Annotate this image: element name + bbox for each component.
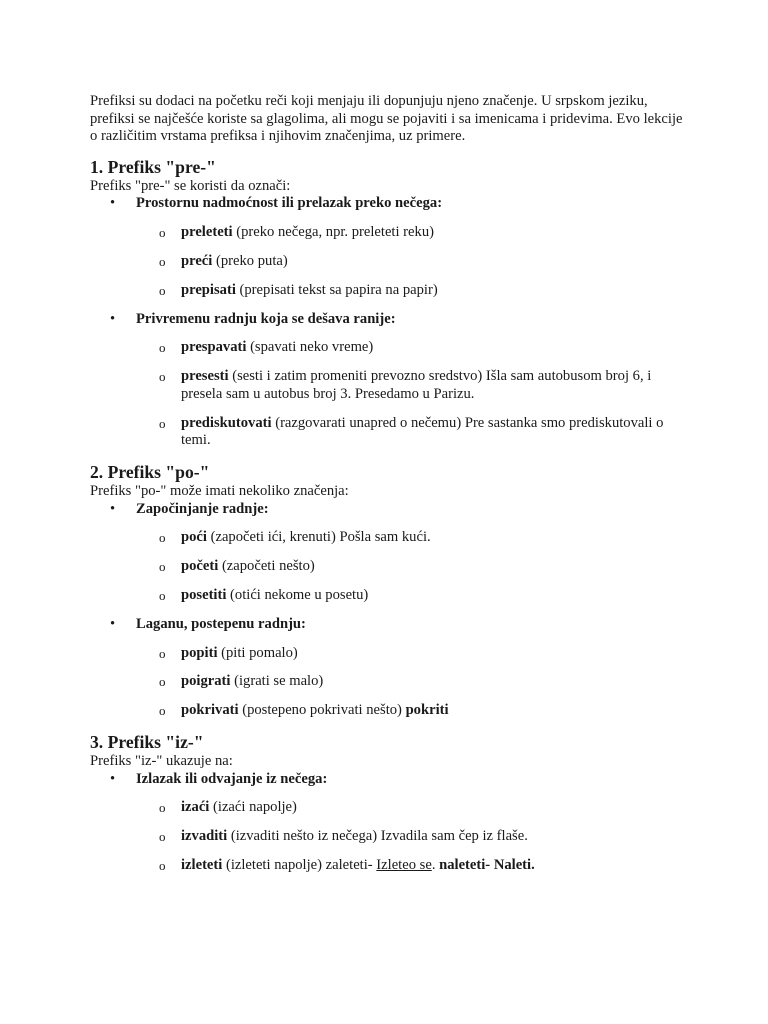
sub-list-item [136,368,690,403]
description: (spavati neko vreme) [246,339,374,356]
term: izleteti [181,857,223,874]
description: (sesti i zatim promeniti prevozno sredstvo) Išla sam autobusom broj 6, i presela sam u autobus broj 3. Presedamo u Parizu. [181,368,652,402]
group-label: Laganu, postepenu radnju: [136,615,306,632]
underlined-text: Izleteo se [376,857,432,874]
term: poigrati [181,673,231,690]
term: preći [181,252,213,269]
description: (započeti ići, krenuti) Pošla sam kući. [206,529,431,546]
term: prediskutovati [181,414,272,431]
circle-bullet-icon: o [159,703,166,719]
description: (postepeno pokrivati nešto) [238,702,406,719]
term: poći [181,529,207,546]
section-title: 3. Prefiks "iz-" [90,732,204,753]
term: izaći [181,799,210,816]
bullet-list [90,771,690,875]
circle-bullet-icon: o [159,224,166,240]
punctuation: . [431,857,440,874]
description: (preko puta) [212,252,288,269]
circle-bullet-icon: o [159,282,166,298]
sub-list-item [136,282,690,300]
description: (piti pomalo) [217,644,298,661]
sub-list-item [136,253,690,271]
intro-paragraph: Prefiksi su dodaci na početku reči koji menjaju ili dopunjuju njeno značenje. U srpskom jeziku, prefiksi se najčešće koriste sa glagolima, ali mogu se pojaviti i sa imenicama i pridevima. Evo lekcije o različitim vrstama prefiksa i njihovim značenjima, uz primere. [90,93,683,145]
circle-bullet-icon: o [159,340,166,356]
section-title: 2. Prefiks "po-" [90,462,210,483]
term: preleteti [181,223,233,240]
circle-bullet-icon: o [159,829,166,845]
sub-list-item [136,645,690,663]
term: početi [181,558,219,575]
circle-bullet-icon: o [159,253,166,269]
description: (razgovarati unapred o nečemu) Pre sastanka smo prediskutovali o temi. [181,414,664,449]
extra-term: pokriti [405,702,449,719]
sub-list-item [136,224,690,242]
term: izvaditi [181,828,228,845]
sub-list [136,339,690,450]
term: pokrivati [181,702,239,719]
sub-list [136,645,690,720]
list-item [90,616,690,720]
circle-bullet-icon: o [159,858,166,874]
bullet-icon: • [110,195,116,212]
description: (prepisati tekst sa papira na papir) [235,281,438,298]
sub-list-item [136,415,690,450]
circle-bullet-icon: o [159,800,166,816]
circle-bullet-icon: o [159,674,166,690]
bullet-list [90,501,690,720]
circle-bullet-icon: o [159,530,166,546]
group-label: Privremenu radnju koja se dešava ranije: [136,310,396,327]
term: prepisati [181,281,236,298]
list-item [90,311,690,450]
section-iz [90,731,690,875]
section-po [90,461,690,720]
list-item [90,501,690,605]
group-label: Izlazak ili odvajanje iz nečega: [136,770,328,787]
bullet-icon: • [110,500,116,517]
extra-term: naleteti- Naleti. [439,857,535,874]
section-intro: Prefiks "po-" može imati nekoliko značenja: [90,483,349,500]
section-pre [90,156,690,450]
sub-list-item [136,558,690,576]
circle-bullet-icon: o [159,415,166,431]
description: (izleteti napolje) zaleteti- [222,857,377,874]
section-intro: Prefiks "iz-" ukazuje na: [90,753,233,770]
group-label: Prostornu nadmoćnost ili prelazak preko nečega: [136,195,443,212]
description: (igrati se malo) [230,673,324,690]
sub-list-item [136,529,690,547]
bullet-icon: • [110,770,116,787]
sub-list-item [136,587,690,605]
sub-list [136,799,690,874]
group-label: Započinjanje radnje: [136,500,269,517]
circle-bullet-icon: o [159,559,166,575]
sub-list [136,529,690,604]
bullet-list [90,195,690,449]
sub-list-item [136,673,690,691]
sub-list [136,224,690,299]
term: popiti [181,644,218,661]
description: (započeti nešto) [218,558,315,575]
sub-list-item [136,828,690,846]
section-intro: Prefiks "pre-" se koristi da označi: [90,177,291,194]
description: (otići nekome u posetu) [226,587,369,604]
bullet-icon: • [110,615,116,632]
term: presesti [181,368,229,385]
bullet-icon: • [110,310,116,327]
term: prespavati [181,339,247,356]
list-item [90,771,690,875]
sub-list-item [136,799,690,817]
circle-bullet-icon: o [159,369,166,385]
sub-list-item [136,702,690,720]
circle-bullet-icon: o [159,588,166,604]
circle-bullet-icon: o [159,645,166,661]
description: (preko nečega, npr. preleteti reku) [232,223,434,240]
description: (izvaditi nešto iz nečega) Izvadila sam čep iz flaše. [227,828,528,845]
document-page [90,93,690,886]
section-title: 1. Prefiks "pre-" [90,156,216,177]
list-item [90,195,690,299]
sub-list-item [136,339,690,357]
sub-list-item [136,857,690,875]
description: (izaći napolje) [209,799,297,816]
term: posetiti [181,587,227,604]
